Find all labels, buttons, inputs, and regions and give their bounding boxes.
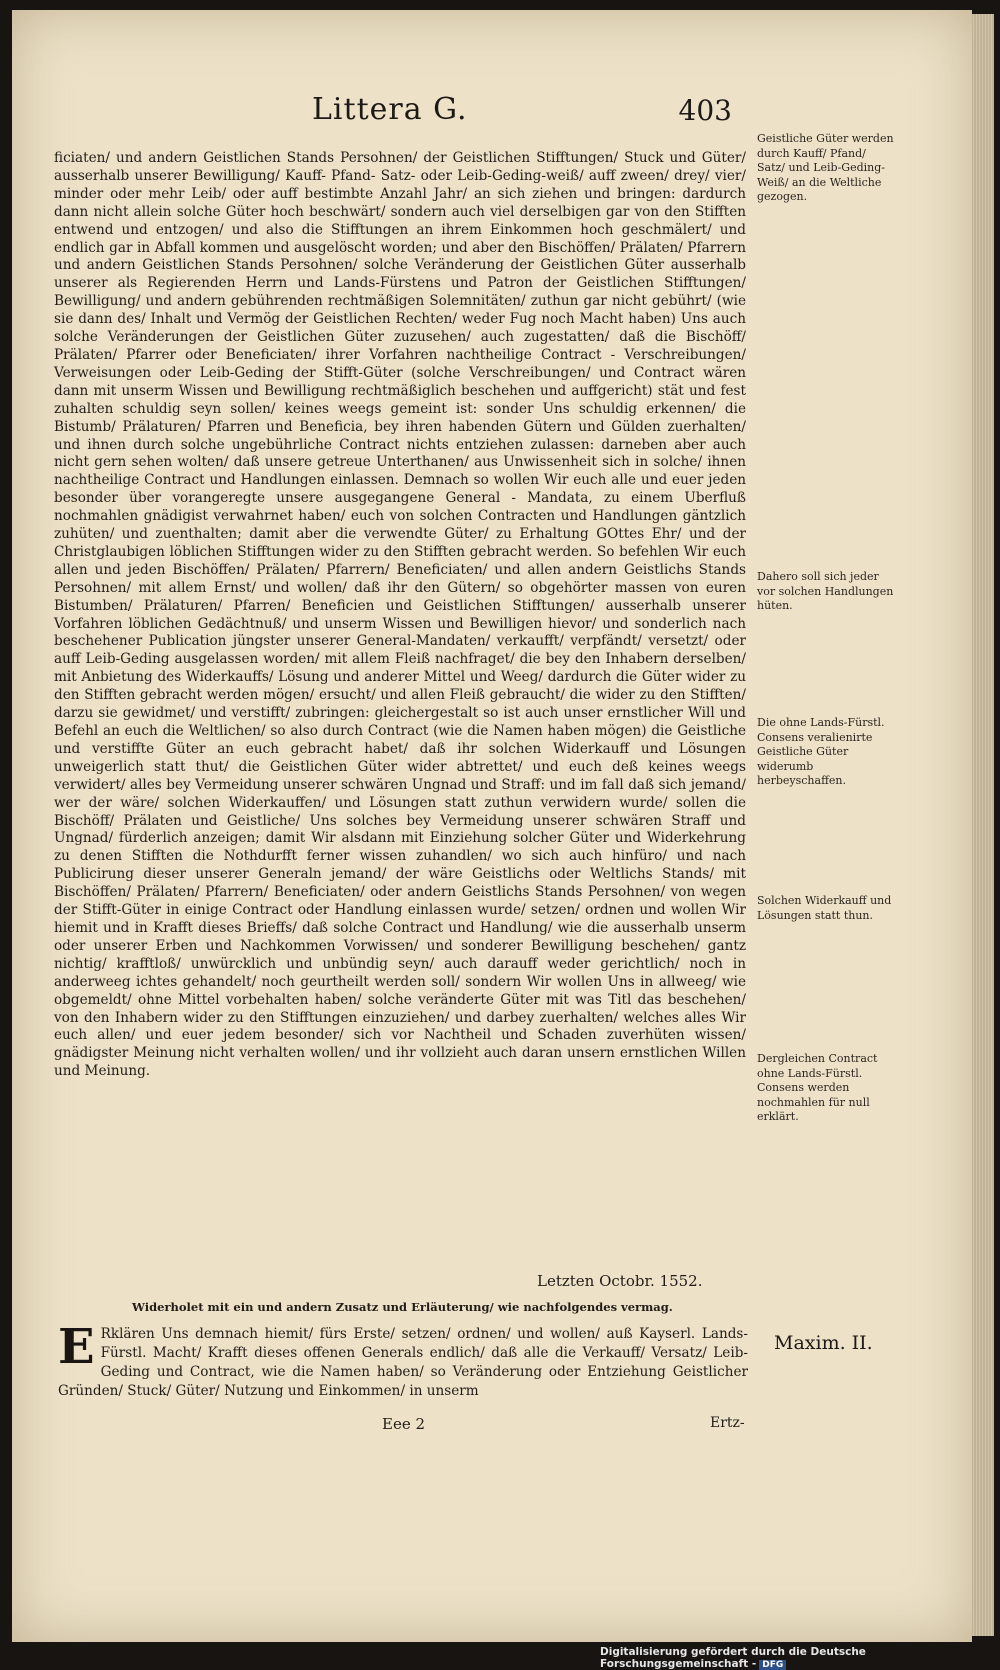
catchword: Ertz- xyxy=(710,1415,745,1431)
digitization-credit-text: Digitalisierung gefördert durch die Deutsche Forschungsgemeinschaft - xyxy=(600,1646,866,1670)
second-text-block xyxy=(58,1319,748,1401)
second-text-content: Rklären Uns demnach hiemit/ fürs Erste/ setzen/ ordnen/ und wollen/ auß Kayserl. Lands-Fürstl. Macht/ Krafft dieses offenen Generals endlich/ daß alle die Verkauff/ Versatz/ Leib-Geding und Contract, wie die Namen haben/ so Veränderung oder Entziehung Geistlicher Gründen/ Stuck/ Güter/ Nutzung und Einkommen/ in unserm xyxy=(58,1326,748,1399)
rubric-heading: Widerholet mit ein und andern Zusatz und Erläuterung/ wie nachfolgendes vermag. xyxy=(132,1300,673,1314)
margin-note-1: Geistliche Güter werden durch Kauff/ Pfand/ Satz/ und Leib-Geding-Weiß/ an die Weltliche gezogen. xyxy=(757,132,894,203)
margin-note-3: Die ohne Lands-Fürstl. Consens veralienirte Geistliche Güter widerumb herbeyschaffen. xyxy=(757,716,885,787)
margin-note-5: Dergleichen Contract ohne Lands-Fürstl. Consens werden nochmahlen für null erklärt. xyxy=(757,1052,878,1123)
signature-mark: Eee 2 xyxy=(382,1415,426,1433)
digitization-credit xyxy=(600,1646,1000,1670)
page-header xyxy=(312,92,732,142)
drop-cap: E xyxy=(58,1319,95,1375)
running-title: Littera G. xyxy=(312,92,468,127)
main-text-block: ficiaten/ und andern Geistlichen Stands Persohnen/ der Geistlichen Stifftungen/ Stuck und Güter/ ausserhalb unserer Bewilligung/ Kauff- Pfand- Satz- oder Leib-Geding-weiß/ auff zween/ drey/ vier/ minder oder mehr Leib/ oder auff bestimbte Anzahl Jahr/ an sich ziehen und bringen: dardurch dann nicht allein solche Güter hoch beschwärt/ sondern auch viel derselbigen gar von den Stifften entwend und entzogen/ und also die Stifftungen an ihrem Einkommen hoch geschmälert/ und endlich gar in Abfall kommen und ausgelöscht worden; und aber den Bischöffen/ Prälaten/ Pfarrern und andern Geistlichen Stands Persohnen/ solche Veränderung der Geistlichen Güter ausserhalb unserer als Regierenden Herrn und Lands-Fürstens und Patron der Geistlichen Stifftungen/ Bewilligung/ und andern gebührenden rechtmäßigen Solemnitäten/ zuthun gar nicht gebührt/ (wie sie dann des/ Inhalt und Vermög der Geistlichen Rechten/ weder Fug noch Macht haben) Uns auch solche Veränderungen der Geistlichen Güter zuzusehen/ auch zugestatten/ daß die Bischöff/ Prälaten/ Pfarrer oder Beneficiaten/ ihrer Vorfahren nachtheilige Contract - Verschreibungen/ Verweisungen oder Leib-Geding der Stifft-Güter (solche Verschreibungen/ und Contract wären dann mit unserm Wissen und Bewilligung rechtmäßiglich beschehen und auffgericht) stät und fest zuhalten schuldig seyn sollen/ keines weegs gemeint ist: sonder Uns schuldig erkennen/ die Bistumb/ Prälaturen/ Pfarren und Beneficia, bey ihren habenden Gütern und Gülden zuerhalten/ und ihnen durch solche ungebührliche Contract nichts entziehen zulassen: darneben aber auch nicht gern sehen wolten/ daß unsere getreue Unterthanen/ aus Unwissenheit sich in solche/ ihnen nachtheilige Contract und Handlungen einlassen. Demnach so wollen Wir euch alle und euer jeden besonder über vorangeregte unsere ausgegangene General - Mandata, zu einem Uberfluß nochmahlen gnädigist verwahrnet haben/ euch von solchen Contracten und Handlungen gäntzlich zuhüten/ und zuenthalten; damit aber die verwendte Güter/ zu Erhaltung GOttes Ehr/ und der Christglaubigen löblichen Stifftungen wider zu den Stifften gebracht werden. So befehlen Wir euch allen und jeden Bischöffen/ Prälaten/ Pfarrern/ Beneficiaten/ und allen andern Geistlichs Stands Persohnen/ mit allem Ernst/ und wollen/ daß ihr den Gütern/ so obgehörter massen von euren Bistumben/ Prälaturen/ Pfarren/ Beneficien und Geistlichen Stifftungen/ ausserhalb unserer Vorfahren löblichen Gedächtnuß/ und unserm Wissen und Bewilligen hievor/ und sonderlich nach beschehener Publication jüngster unserer General-Mandaten/ verkaufft/ verpfändt/ versetzt/ oder auff Leib-Geding ausgelassen worden/ mit allem Fleiß nachfraget/ die bey den Inhabern derselben/ mit Anbietung des Widerkauffs/ Lösung und anderer Mittel und Weeg/ dardurch die Güter wider zu den Stifften gebracht werden mögen/ ersucht/ und allen Fleiß gebraucht/ die wider zu den Stifften/ darzu sie gewidmet/ und verstifft/ zubringen: gleichergestalt so ist auch unser ernstlicher Will und Befehl an euch die Weltlichen/ so also durch Contract (wie die Namen haben mögen) die Geistliche und verstiffte Güter an euch gebracht habet/ daß ihr solchen Widerkauff und Lösungen unweigerlich statt thut/ die Geistlichen Güter wider abtrettet/ und euch deß keines weegs verwidert/ alles bey Vermeidung unserer schwären Ungnad und Straff: und im fall daß sich jemand/ wer der wäre/ solchen Widerkauffen/ und Lösungen statt zuthun verwidern wurde/ sollen die Bischöff/ Prälaten und Geistliche/ Uns solches bey Vermeidung unserer schwären Straff und Ungnad/ fürderlich anzeigen; damit Wir alsdann mit Einziehung solcher Güter und Widerkehrung zu denen Stifften die Nothdurfft ferner wissen zuhandlen/ wo sich auch hinfüro/ und nach Publicirung dieser unserer Generaln jemand/ der wäre Geistlichs oder Weltlichs Stands/ mit Bischöffen/ Prälaten/ Pfarrern/ Beneficiaten/ oder andern Geistlichs Stands Persohnen/ von wegen der Stifft-Güter in einige Contract oder Handlung einlassen wurde/ setzen/ ordnen und wollen Wir hiemit und in Krafft dieses Brieffs/ daß solche Contract und Handlung/ wie die ausserhalb unserm oder unserer Erben und Nachkommen Vorwissen/ und sonderer Bewilligung beschehen/ gantz nichtig/ krafftloß/ unwürcklich und unbündig seyn/ auch darauff weder gerichtlich/ noch in anderweeg ichtes gehandelt/ noch geurtheilt werden soll/ sondern Wir wollen Uns in allweeg/ wie obgemeldt/ ohne Mittel vorbehalten haben/ solche veränderte Güter mit was Titl das beschehen/ von den Inhabern wider zu den Stifftungen einzuziehen/ und darbey zuerhalten/ welches alles Wir euch allen/ und euer jedem besonder/ sich vor Nachtheil und Schaden zuverhüten wissen/ gnädigster Meinung nicht verhalten wollen/ und ihr vollzieht auch daran unsern ernstlichen Willen und Meinung. xyxy=(54,150,746,1080)
margin-note-4: Solchen Widerkauff und Lösungen statt thun. xyxy=(757,894,892,922)
book-page xyxy=(12,10,972,1642)
date-line: Letzten Octobr. 1552. xyxy=(537,1272,703,1290)
dfg-logo: DFG xyxy=(759,1660,786,1670)
margin-note-2: Dahero soll sich jeder vor solchen Handlungen hüten. xyxy=(757,570,894,612)
maxim-label: Maxim. II. xyxy=(774,1332,873,1354)
page-edges xyxy=(972,14,994,1636)
page-number: 403 xyxy=(678,94,732,127)
